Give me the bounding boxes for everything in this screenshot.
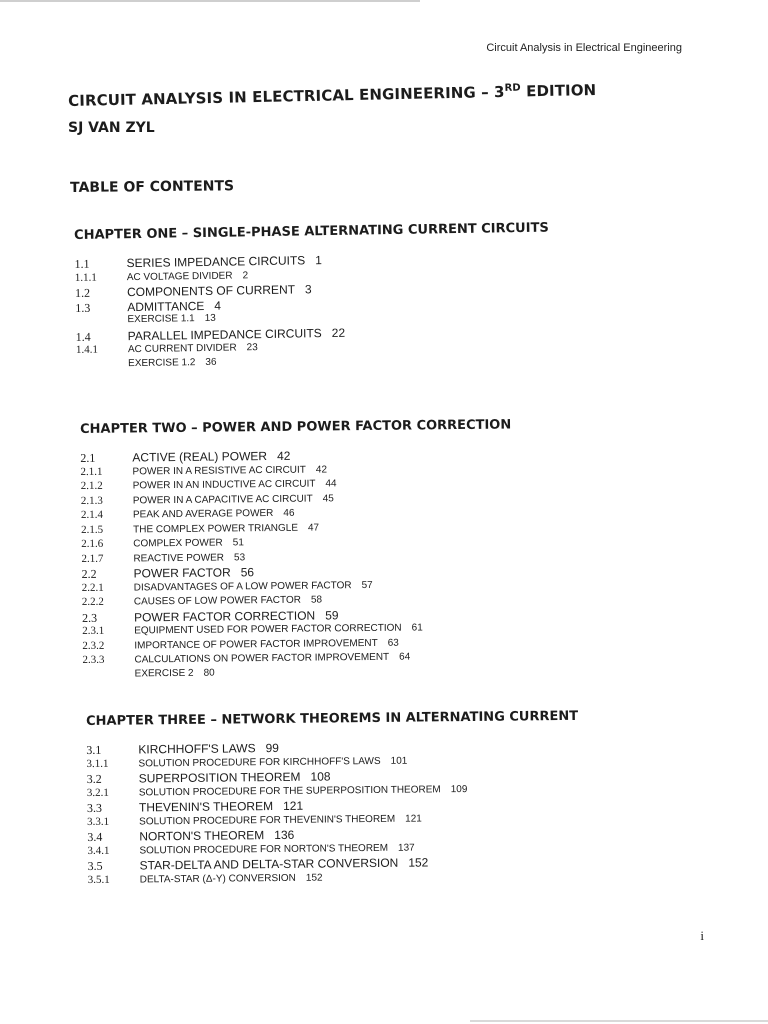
section-title: SOLUTION PROCEDURE FOR KIRCHHOFF'S LAWS [138,755,381,769]
section-title: POWER IN A RESISTIVE AC CIRCUIT [132,464,306,477]
section-page-number: 23 [246,342,258,354]
section-number: 3.4.1 [87,844,110,857]
section-title: CALCULATIONS ON POWER FACTOR IMPROVEMENT [134,651,390,666]
section-page-number: 99 [265,740,279,756]
section-title: POWER IN AN INDUCTIVE AC CIRCUIT [132,478,316,492]
section-page-number: 3 [304,282,312,297]
book-title-superscript: RD [504,82,521,94]
section-number: 2.3.3 [82,653,105,666]
section-number: 1.4 [75,329,91,344]
section-page-number: 53 [233,551,246,563]
section-title: ADMITTANCE [127,298,205,314]
section-number: 3.1 [86,742,102,757]
section-title: SOLUTION PROCEDURE FOR THEVENIN'S THEOREM [139,813,396,827]
section-title: POWER IN A CAPACITIVE AC CIRCUIT [132,493,313,506]
section-page-number: 22 [331,325,346,340]
section-page-number: 63 [387,637,399,649]
section-title: EXERCISE 1.1 [127,313,195,326]
section-number: 1.1.1 [74,271,97,284]
scan-edge-line [0,0,420,2]
section-number: 3.5.1 [87,873,110,886]
section-title: SERIES IMPEDANCE CIRCUITS [126,253,306,271]
section-number: 3.2.1 [86,786,109,799]
section-title: THEVENIN'S THEOREM [138,799,274,815]
section-page-number: 101 [390,755,408,767]
chapter-title: CHAPTER THREE – NETWORK THEOREMS IN ALTERNATING CURRENT [86,708,579,729]
section-title: SOLUTION PROCEDURE FOR THE SUPERPOSITION THEOREM [138,783,441,798]
section-page-number: 42 [276,448,291,463]
book-title [68,81,596,110]
scan-edge-line [470,1020,768,1022]
section-number [75,322,127,323]
section-number: 2.1.4 [80,508,104,521]
section-title: SOLUTION PROCEDURE FOR NORTON'S THEOREM [139,842,389,856]
chapter-title: CHAPTER ONE – SINGLE-PHASE ALTERNATING CURRENT CIRCUITS [74,220,549,243]
section-title: AC VOLTAGE DIVIDER [126,270,233,283]
section-title: ACTIVE (REAL) POWER [132,449,268,465]
section-number [76,366,128,367]
section-page-number: 152 [305,872,323,884]
section-number: 2.3.2 [82,639,105,652]
section-page-number: 80 [203,667,215,679]
section-number: 2.2 [81,566,97,581]
section-page-number: 36 [205,356,217,368]
section-page-number: 45 [322,492,334,504]
section-title: COMPLEX POWER [133,537,223,550]
section-page-number: 121 [282,798,304,813]
section-title: SUPERPOSITION THEOREM [138,769,301,786]
section-number: 1.4.1 [75,343,99,356]
section-title: PEAK AND AVERAGE POWER [132,507,274,521]
section-number: 1.1 [74,256,90,271]
section-page-number: 42 [315,463,328,476]
section-page-number: 121 [405,812,422,825]
section-title: EQUIPMENT USED FOR POWER FACTOR CORRECTION [134,622,402,637]
section-title: AC CURRENT DIVIDER [127,342,237,356]
running-header: Circuit Analysis in Electrical Engineering [486,42,682,54]
section-number: 3.3 [86,800,103,815]
section-title: KIRCHHOFF'S LAWS [138,741,256,757]
section-number: 1.3 [75,300,91,315]
page-number: i [700,928,704,943]
section-number: 3.2 [86,771,102,786]
section-title: PARALLEL IMPEDANCE CIRCUITS [127,325,322,343]
section-page-number: 1 [315,253,323,268]
section-number: 2.2.1 [81,581,104,594]
section-page-number: 51 [232,537,244,549]
section-title: THE COMPLEX POWER TRIANGLE [133,522,299,535]
section-title: EXERCISE 2 [134,667,194,679]
section-number: 2.3.1 [82,624,105,637]
section-page-number: 56 [240,565,255,580]
toc-entry-list [86,737,707,888]
toc-entry-list [80,445,702,683]
section-number: 1.2 [74,285,91,300]
section-number: 3.5 [87,858,103,873]
section-title: DELTA-STAR (Δ-Y) CONVERSION [139,872,296,885]
section-number: 3.4 [87,829,103,844]
section-number: 2.3 [81,610,98,625]
section-title: POWER FACTOR [133,565,231,581]
section-number: 3.3.1 [87,815,110,828]
section-number: 3.1.1 [86,757,109,770]
chapter-section [74,218,696,373]
section-number: 2.1.2 [80,479,103,492]
section-number: 2.1.7 [81,552,104,565]
section-number: 2.1.3 [80,494,103,507]
section-title: NORTON'S THEOREM [139,828,265,844]
section-number: 2.1.1 [80,465,103,478]
section-number [83,676,135,677]
section-title: POWER FACTOR CORRECTION [133,608,316,624]
section-page-number: 44 [325,478,337,490]
section-page-number: 47 [307,522,320,534]
section-page-number: 58 [310,594,323,606]
section-title: STAR-DELTA AND DELTA-STAR CONVERSION [139,855,399,873]
toc-heading: TABLE OF CONTENTS [70,178,235,196]
book-title-end: EDITION [520,80,597,101]
chapter-section [80,416,703,683]
section-page-number: 109 [450,783,468,795]
section-number: 2.2.2 [81,595,104,608]
section-page-number: 108 [310,769,331,784]
section-title: DISADVANTAGES OF A LOW POWER FACTOR [133,579,352,593]
section-page-number: 64 [399,651,411,663]
section-page-number: 137 [397,842,415,854]
section-page-number: 59 [325,607,339,622]
book-title-main: CIRCUIT ANALYSIS IN ELECTRICAL ENGINEERING – 3 [68,82,505,110]
section-title: CAUSES OF LOW POWER FACTOR [133,594,301,608]
section-page-number: 13 [204,312,216,324]
chapter-title: CHAPTER TWO – POWER AND POWER FACTOR CORRECTION [80,417,512,437]
section-page-number: 57 [361,579,373,591]
section-page-number: 61 [411,622,423,634]
section-page-number: 46 [283,507,295,519]
toc-entry-list [74,247,696,373]
section-page-number: 2 [242,269,249,281]
section-number: 2.1 [80,450,96,465]
author-name: SJ VAN ZYL [68,120,155,136]
section-page-number: 152 [408,855,429,870]
section-page-number: 4 [214,298,222,313]
section-page-number: 136 [274,827,295,843]
section-title: COMPONENTS OF CURRENT [126,282,296,300]
section-title: REACTIVE POWER [133,551,225,564]
section-number: 2.1.5 [81,523,104,536]
section-title: IMPORTANCE OF POWER FACTOR IMPROVEMENT [134,637,378,651]
section-number: 2.1.6 [81,537,104,550]
section-title: EXERCISE 1.2 [128,356,196,369]
chapter-section [86,708,708,888]
